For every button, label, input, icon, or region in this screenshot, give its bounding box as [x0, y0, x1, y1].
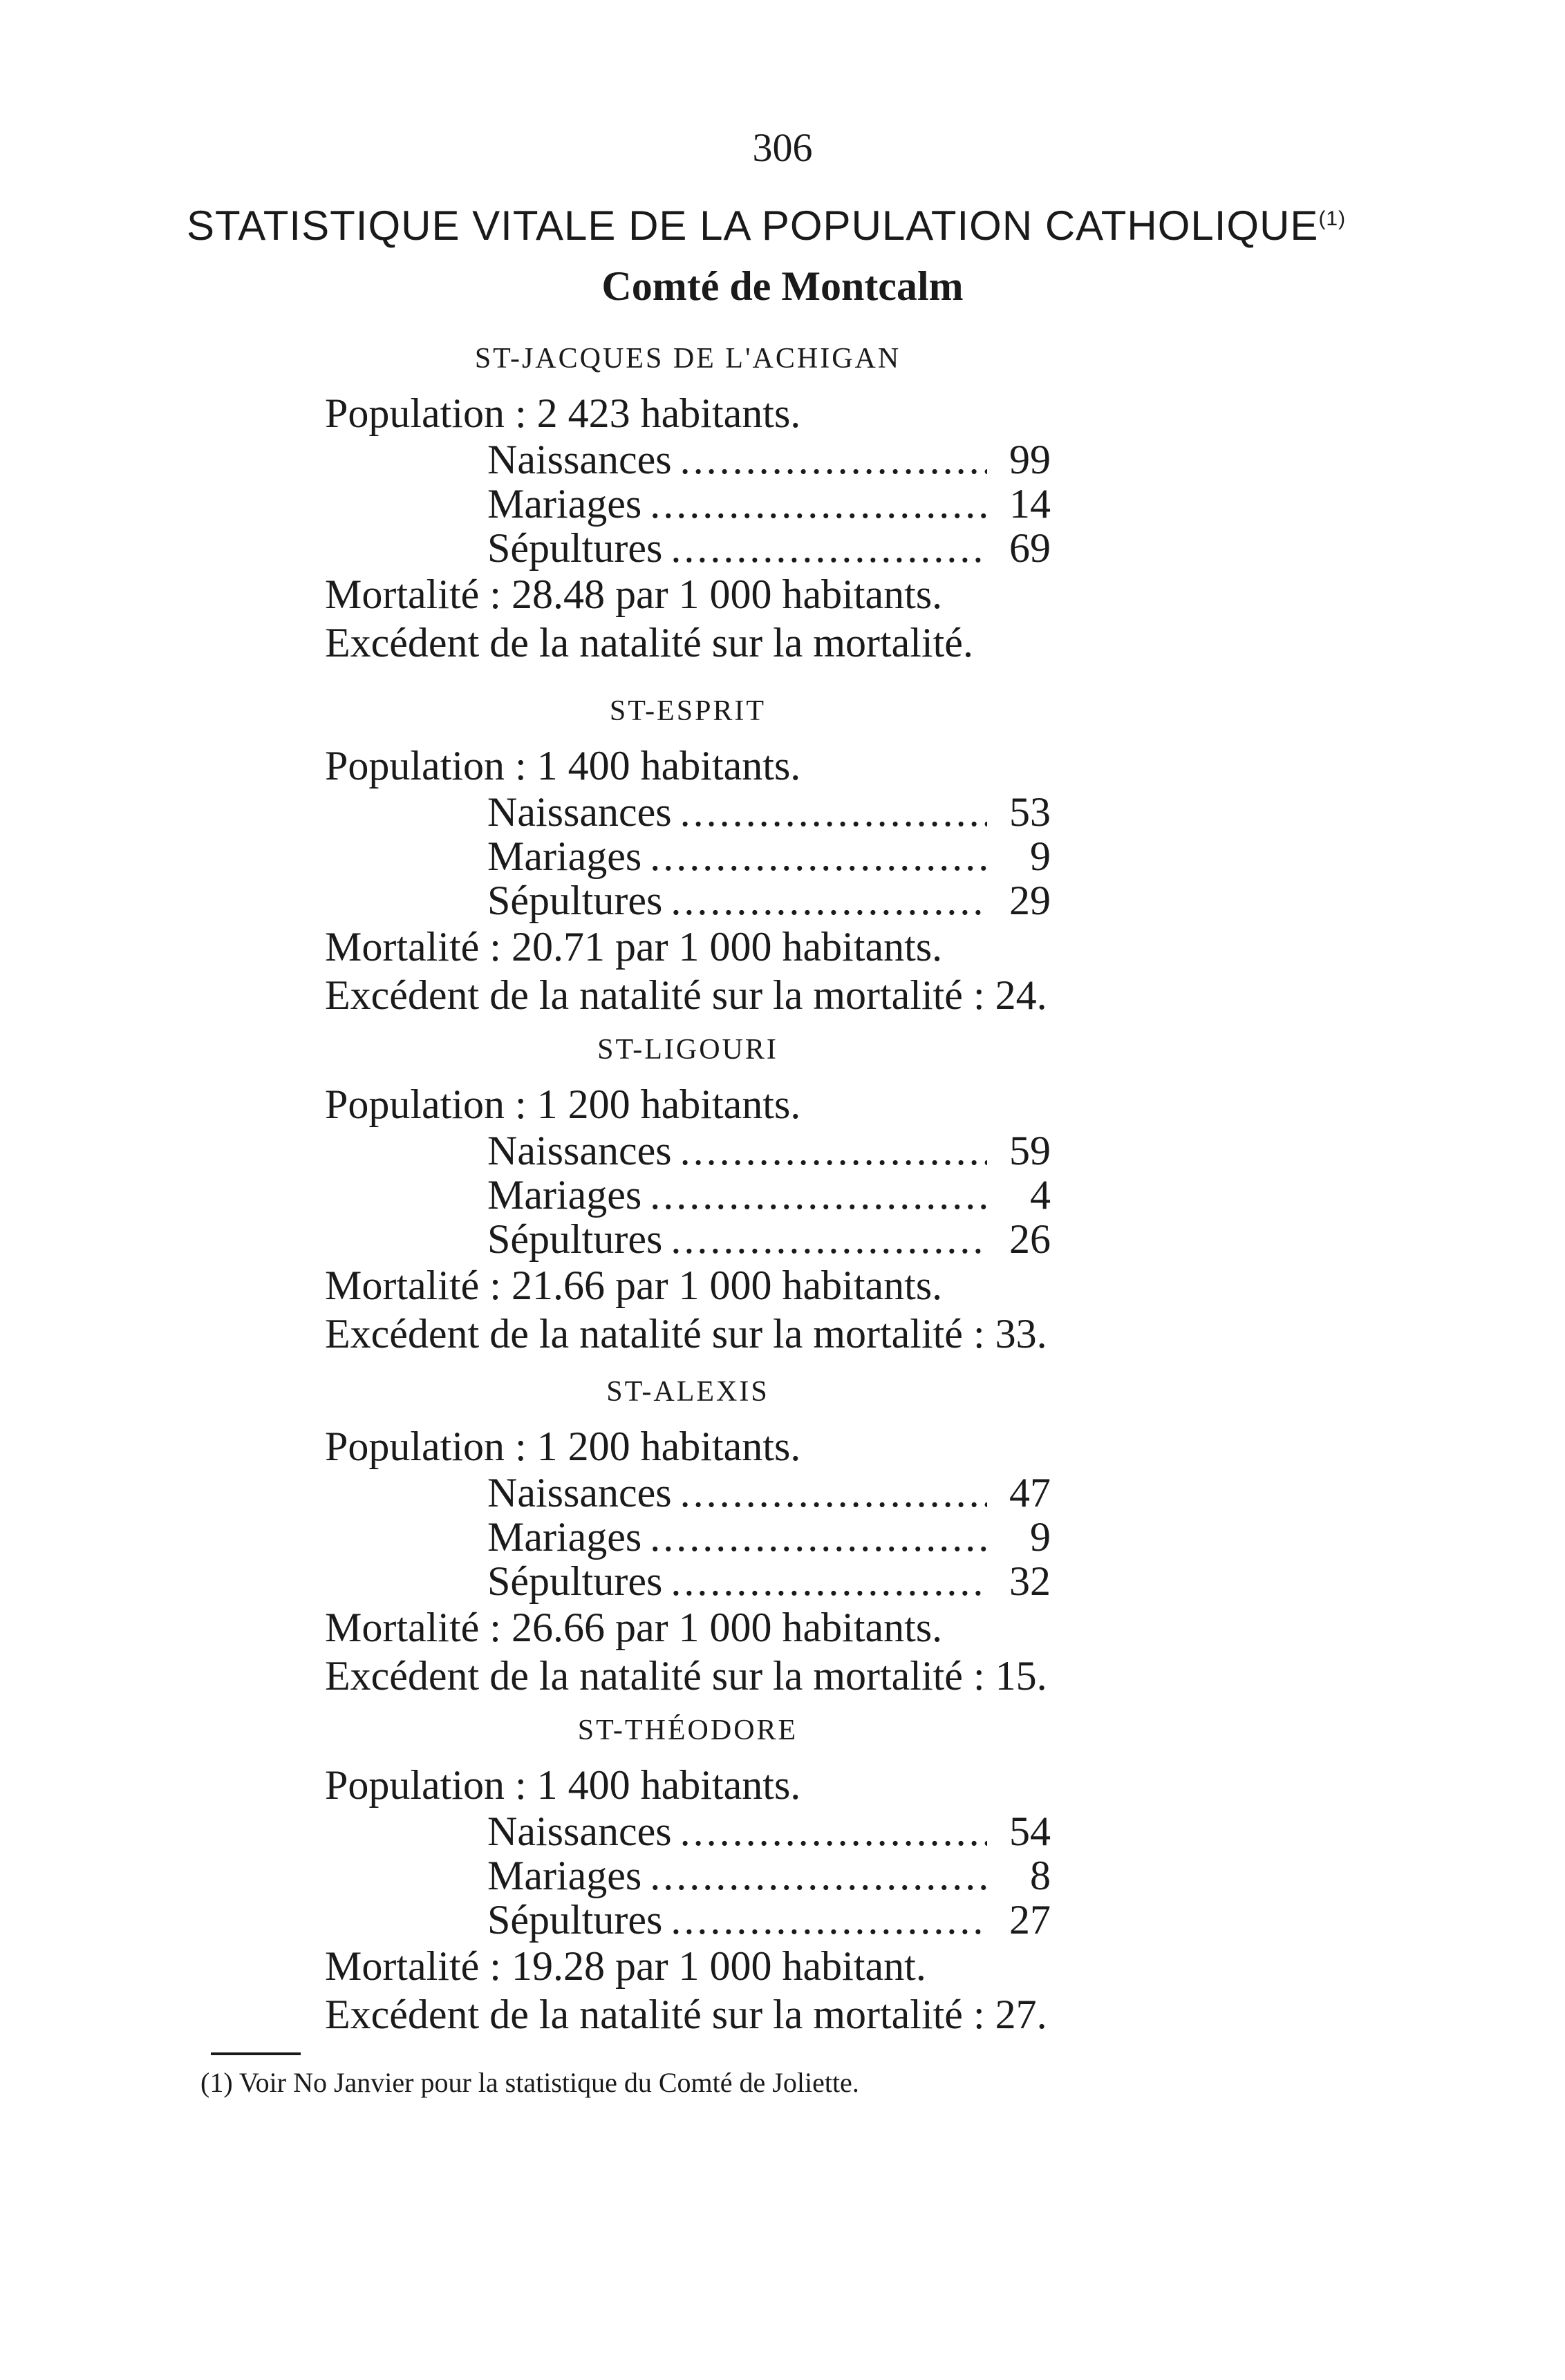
leader-dots: [671, 878, 987, 923]
leader-dots: [680, 437, 987, 482]
excess-line: Excédent de la natalité sur la mortalité : 27.: [325, 1992, 1047, 2037]
stat-row-births: [325, 437, 1051, 482]
mortality-line: Mortalité : 21.66 par 1 000 habitants.: [325, 1263, 943, 1308]
stat-label: Mariages: [487, 1172, 642, 1218]
stat-row-births: [325, 1128, 1051, 1173]
stat-label: Mariages: [487, 833, 642, 879]
stat-value: 26: [1009, 1216, 1051, 1262]
stat-label: Mariages: [487, 1514, 642, 1560]
stat-value: 27: [1009, 1897, 1051, 1943]
page-title-text: STATISTIQUE VITALE DE LA POPULATION CATHOLIQUE: [187, 202, 1319, 249]
stat-label: Naissances: [487, 1128, 672, 1173]
stat-row-burials: [325, 1898, 1051, 1942]
stat-value: 29: [1009, 878, 1051, 923]
population-line: Population : 1 200 habitants.: [325, 1082, 801, 1127]
stat-value: 4: [1030, 1172, 1051, 1218]
population-line: Population : 1 200 habitants.: [325, 1424, 801, 1469]
stat-label: Naissances: [487, 789, 672, 835]
stat-value: 54: [1009, 1808, 1051, 1854]
leader-dots: [650, 482, 987, 526]
parish-section: [325, 1714, 1085, 2039]
stat-value: 14: [1009, 481, 1051, 527]
stat-value: 47: [1009, 1470, 1051, 1515]
stat-value: 8: [1030, 1853, 1051, 1898]
stat-row-births: [325, 1809, 1051, 1853]
parish-name: ST-ESPRIT: [609, 695, 767, 727]
stat-row-marriages: [325, 1173, 1051, 1217]
stat-value: 9: [1030, 1514, 1051, 1560]
population-line: Population : 1 400 habitants.: [325, 743, 801, 788]
parish-section: [325, 342, 1085, 667]
population-line: Population : 2 423 habitants.: [325, 390, 801, 436]
stat-label: Naissances: [487, 437, 672, 482]
leader-dots: [680, 1128, 987, 1173]
stat-label: Sépultures: [487, 878, 663, 923]
mortality-line: Mortalité : 28.48 par 1 000 habitants.: [325, 572, 943, 617]
leader-dots: [650, 1853, 987, 1898]
stat-value: 99: [1009, 437, 1051, 482]
county-heading: Comté de Montcalm: [601, 263, 964, 309]
stat-label: Naissances: [487, 1808, 672, 1854]
stat-row-burials: [325, 526, 1051, 570]
parish-name: ST-LIGOURI: [597, 1034, 778, 1066]
mortality-line: Mortalité : 20.71 par 1 000 habitants.: [325, 924, 943, 970]
excess-line: Excédent de la natalité sur la mortalité : 24.: [325, 972, 1047, 1018]
parish-section: [325, 1033, 1085, 1358]
parish-name: ST-THÉODORE: [577, 1715, 798, 1746]
mortality-line: Mortalité : 26.66 par 1 000 habitants.: [325, 1605, 943, 1650]
stat-value: 59: [1009, 1128, 1051, 1173]
leader-dots: [671, 1559, 987, 1603]
stat-row-marriages: [325, 1515, 1051, 1559]
leader-dots: [671, 1217, 987, 1261]
stat-label: Sépultures: [487, 1897, 663, 1943]
leader-dots: [671, 1898, 987, 1942]
stat-label: Sépultures: [487, 1216, 663, 1262]
parish-section: [325, 695, 1085, 1019]
stat-row-burials: [325, 878, 1051, 923]
excess-line: Excédent de la natalité sur la mortalité : 33.: [325, 1311, 1047, 1357]
leader-dots: [650, 1173, 987, 1217]
leader-dots: [680, 790, 987, 834]
stat-row-marriages: [325, 482, 1051, 526]
stat-label: Mariages: [487, 481, 642, 527]
stat-value: 53: [1009, 789, 1051, 835]
footnote: (1) Voir No Janvier pour la statistique du Comté de Joliette.: [200, 2067, 859, 2098]
leader-dots: [650, 1515, 987, 1559]
parish-name: ST-ALEXIS: [606, 1376, 769, 1408]
stat-label: Sépultures: [487, 1558, 663, 1604]
stat-row-marriages: [325, 1853, 1051, 1898]
stat-value: 32: [1009, 1558, 1051, 1604]
mortality-line: Mortalité : 19.28 par 1 000 habitant.: [325, 1943, 926, 1989]
page-title: [187, 202, 1376, 249]
excess-line: Excédent de la natalité sur la mortalité.: [325, 620, 973, 665]
leader-dots: [650, 834, 987, 878]
footnote-divider: [211, 2052, 301, 2055]
leader-dots: [680, 1471, 987, 1515]
parish-section: [325, 1375, 1085, 1700]
stat-row-burials: [325, 1559, 1051, 1603]
leader-dots: [671, 526, 987, 570]
stat-value: 9: [1030, 833, 1051, 879]
stat-row-births: [325, 1471, 1051, 1515]
page-number: 306: [752, 125, 813, 170]
excess-line: Excédent de la natalité sur la mortalité : 15.: [325, 1653, 1047, 1699]
parish-name: ST-JACQUES DE L'ACHIGAN: [474, 343, 901, 375]
stat-row-births: [325, 790, 1051, 834]
stat-row-marriages: [325, 834, 1051, 878]
title-footnote-marker: (1): [1318, 207, 1347, 230]
stat-value: 69: [1009, 525, 1051, 571]
leader-dots: [680, 1809, 987, 1853]
population-line: Population : 1 400 habitants.: [325, 1762, 801, 1808]
stat-label: Sépultures: [487, 525, 663, 571]
stat-label: Naissances: [487, 1470, 672, 1515]
stat-label: Mariages: [487, 1853, 642, 1898]
stat-row-burials: [325, 1217, 1051, 1261]
